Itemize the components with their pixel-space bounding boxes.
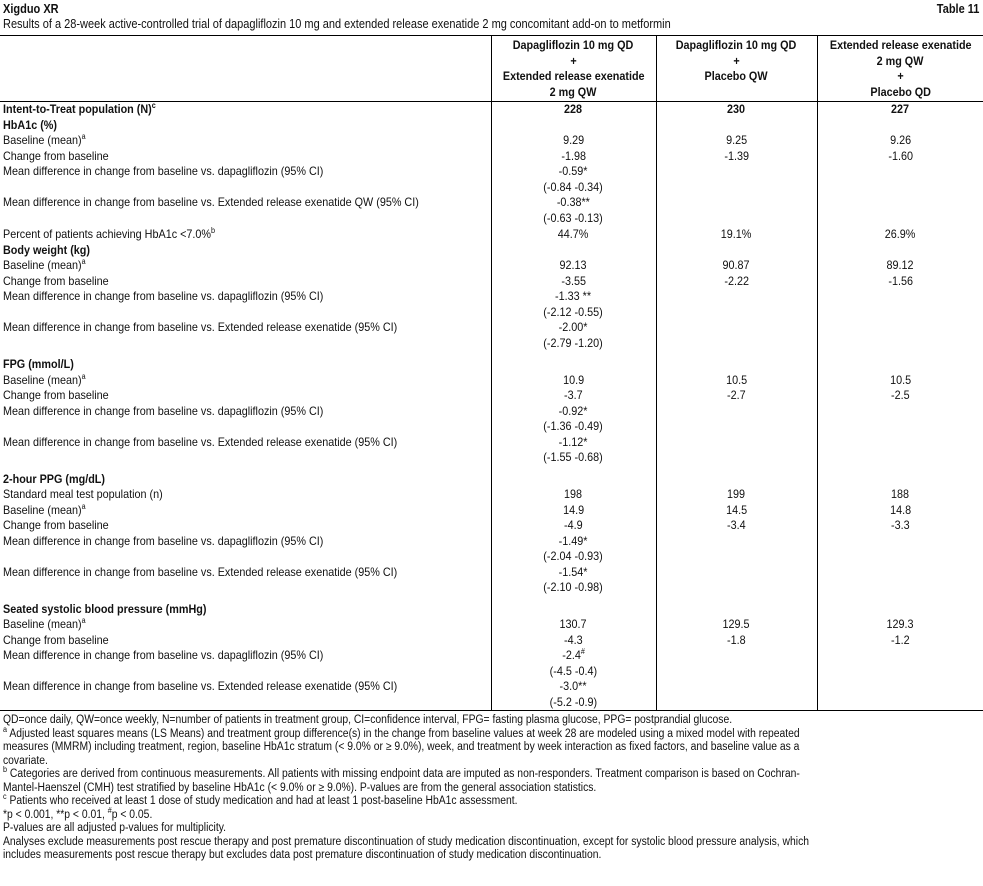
header-blank	[0, 36, 491, 102]
table-subtitle: Results of a 28-week active-controlled trial of dapagliflozin 10 mg and extended release exenatide 2 mg concomitant add-on to metformin	[3, 17, 671, 31]
footnote-a: Adjusted least squares means (LS Means) and treatment group difference(s) in the change from baseline values at week 28 are modeled using a mixed model with repeated	[9, 727, 800, 740]
section-hba1c: HbA1c (%)	[0, 118, 983, 134]
table-row: Mean difference in change from baseline vs. dapagliflozin (95% CI) -0.92* (-1.36 -0.49)	[0, 404, 983, 435]
table-row: Baseline (mean)$^a$ 130.7 129.5 129.3	[0, 617, 983, 633]
table-row: Mean difference in change from baseline vs. Extended release exenatide (95% CI) -1.54* (-2.10 -0.98)	[0, 565, 983, 596]
footnote-abbreviations: QD=once daily, QW=once weekly, N=number of patients in treatment group, CI=confidence interval, FPG= fasting plasma glucose, PPG= postprandial glucose.	[3, 714, 733, 726]
table-row: Change from baseline -4.3 -1.8 -1.2	[0, 633, 983, 649]
section-sbp: Seated systolic blood pressure (mmHg)	[0, 602, 983, 618]
document-header	[0, 0, 983, 16]
footnote-pvalues: *p < 0.001, **p < 0.01,	[3, 808, 108, 821]
section-body-weight: Body weight (kg)	[0, 243, 983, 259]
table-row: Change from baseline -3.7 -2.7 -2.5	[0, 388, 983, 404]
table-row: Mean difference in change from baseline vs. dapagliflozin (95% CI) -1.49* (-2.04 -0.93)	[0, 534, 983, 565]
footnote-analyses: Analyses exclude measurements post rescue therapy and post premature discontinuation of study medication discontinuation, except for systolic blood pressure analysis, which	[3, 835, 810, 848]
table-row: Mean difference in change from baseline vs. Extended release exenatide (95% CI) -2.00* (-2.79 -1.20)	[0, 320, 983, 351]
table-row: Mean difference in change from baseline vs. Extended release exenatide QW (95% CI) -0.38** (-0.63 -0.13)	[0, 195, 983, 226]
table-row: Change from baseline -4.9 -3.4 -3.3	[0, 518, 983, 534]
table-row: Mean difference in change from baseline vs. dapagliflozin (95% CI) -1.33 ** (-2.12 -0.55)	[0, 289, 983, 320]
table-number: Table 11	[936, 2, 979, 16]
table-row: Mean difference in change from baseline vs. Extended release exenatide (95% CI) -3.0** (-5.2 -0.9)	[0, 679, 983, 711]
table-row: Percent of patients achieving HbA1c <7.0%$^b$ 44.7% 19.1% 26.9%	[0, 226, 983, 243]
table-row: Baseline (mean)$^a$ 14.9 14.5 14.8	[0, 503, 983, 519]
section-fpg: FPG (mmol/L)	[0, 357, 983, 373]
table-row: Baseline (mean)$^a$ 92.13 90.87 89.12	[0, 258, 983, 274]
section-ppg: 2-hour PPG (mg/dL)	[0, 472, 983, 488]
table-row: Baseline (mean)$^a$ 9.29 9.25 9.26	[0, 133, 983, 149]
footnote-c: Patients who received at least 1 dose of study medication and had at least 1 post-baseline HbA1c assessment.	[9, 795, 518, 807]
col-header-dapa-exenatide: Dapagliflozin 10 mg QD + Extended release exenatide 2 mg QW	[491, 36, 656, 102]
results-table	[0, 35, 983, 711]
table-row: Baseline (mean)$^a$ 10.9 10.5 10.5	[0, 373, 983, 389]
table-row-itt: Intent-to-Treat population $(N)^c$ 228 230 227	[0, 102, 983, 118]
col-header-dapa-placebo: Dapagliflozin 10 mg QD + Placebo QW	[656, 36, 817, 102]
table-row: Mean difference in change from baseline vs. dapagliflozin (95% CI) -2.4# (-4.5 -0.4)	[0, 648, 983, 679]
footnote-adjusted: P-values are all adjusted p-values for multiplicity.	[3, 822, 227, 834]
footnotes: QD=once daily, QW=once weekly, N=number of patients in treatment group, CI=confidence interval, FPG= fasting plasma glucose, PPG= postprandial glucose. $^a$ Adjusted least squares means (LS Means) and treatment group difference(s) in the change from baseline values at week 28 are modeled using a mixed model with repeated measures (MMRM) including treatment, region, baseline HbA1c stratum (< 9.0% or ≥ 9.0%), week, and treatment by week interaction as fixed factors, and baseline value as a covariate. $^b$ Categories are derived from continuous measurements. All patients with missing endpoint data are imputed as non-responders. Treatment comparison is based on Cochran- Mantel-Haenszel (CMH) test stratified by baseline HbA1c (< 9.0% or ≥ 9.0%). P-values are from the general association statistics. $^c$ Patients who received at least 1 dose of study medication and had at least 1 post-baseline HbA1c assessment. *p < 0.001, **p < 0.01, #p < 0.05. P-values are all adjusted p-values for multiplicity. Analyses exclude measurements post rescue therapy and post premature discontinuation of study medication discontinuation, except for systolic blood pressure analysis, which includes measurements post rescue therapy but excludes data post premature discontinuation of study medication discontinuation.	[3, 714, 810, 861]
table-row: Mean difference in change from baseline vs. Extended release exenatide (95% CI) -1.12* (-1.55 -0.68)	[0, 435, 983, 466]
table-row: Standard meal test population (n) 198 199 188	[0, 487, 983, 503]
table-row: Change from baseline -1.98 -1.39 -1.60	[0, 149, 983, 165]
col-header-exenatide-placebo: Extended release exenatide 2 mg QW + Placebo QD	[817, 36, 983, 102]
column-header-row	[0, 36, 983, 102]
row-label: Intent-to-Treat population (N)	[3, 102, 152, 116]
footnote-b: Categories are derived from continuous measurements. All patients with missing endpoint data are imputed as non-responders. Treatment comparison is based on Cochran-	[9, 768, 800, 780]
table-row: Change from baseline -3.55 -2.22 -1.56	[0, 274, 983, 290]
document-title: Xigduo XR	[3, 2, 59, 16]
table-row: Mean difference in change from baseline vs. dapagliflozin (95% CI) -0.59* (-0.84 -0.34)	[0, 164, 983, 195]
